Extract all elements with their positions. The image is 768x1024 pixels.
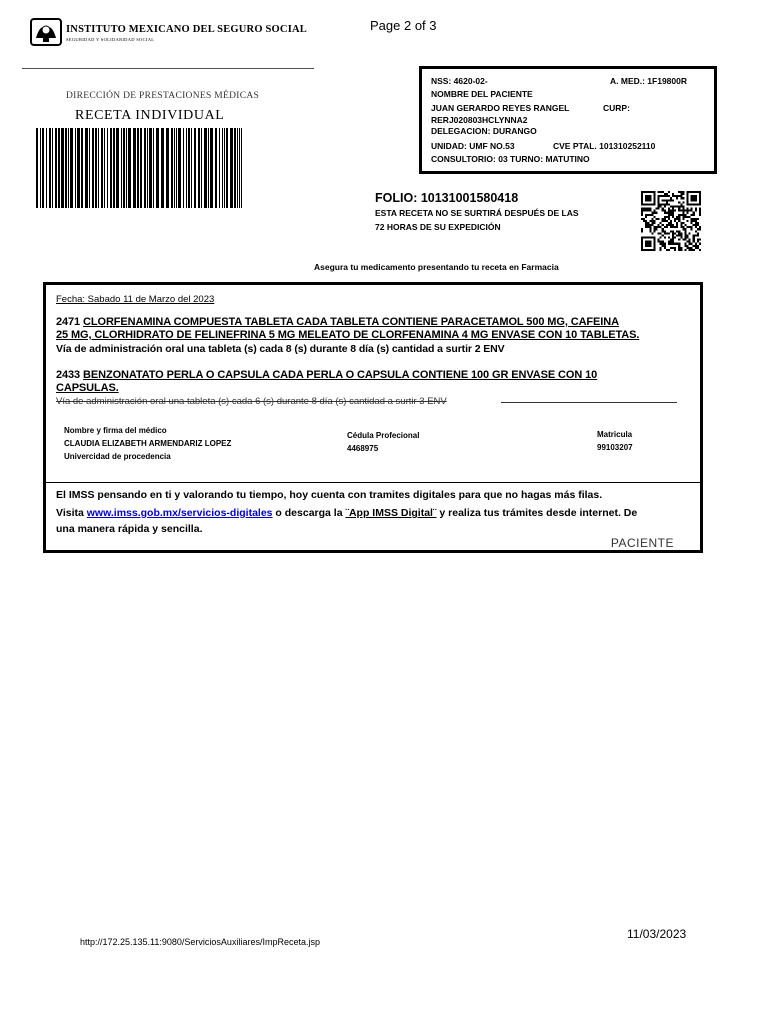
med-2-dosage: Vía de administración oral una tableta (s) cada 6 (s) durante 8 día (s) cantidad a surtir 3 ENV (56, 396, 447, 407)
barcode-icon (36, 128, 244, 208)
org-name: INSTITUTO MEXICANO DEL SEGURO SOCIAL (66, 24, 307, 35)
promo-line3: una manera rápida y sencilla. (56, 523, 203, 535)
patient-name-label: NOMBRE DEL PACIENTE (431, 89, 533, 99)
prescription-date: Fecha: Sabado 11 de Marzo del 2023 (56, 294, 215, 305)
doctor-name: CLAUDIA ELIZABETH ARMENDARIZ LOPEZ (64, 439, 232, 448)
qr-code-icon (641, 191, 701, 251)
unidad: UNIDAD: UMF NO.53 (431, 141, 515, 151)
strike-line (501, 402, 677, 403)
imss-eagle-logo-icon (30, 18, 62, 46)
doctor-name-label: Nombre y firma del médico (64, 426, 167, 435)
pharmacy-instruction: Asegura tu medicamento presentando tu receta en Farmacia (314, 262, 559, 272)
promo-middle: o descarga la (272, 507, 346, 519)
promo-suffix: y realiza tus trámites desde internet. De (436, 507, 638, 519)
footer-url: http://172.25.135.11:9080/ServiciosAuxiliares/ImpReceta.jsp (80, 937, 320, 947)
a-med: A. MED.: 1F19800R (610, 76, 687, 86)
document-title: RECETA INDIVIDUAL (75, 108, 225, 123)
med-2-desc-2: CAPSULAS. (56, 382, 119, 394)
page-indicator: Page 2 of 3 (370, 18, 437, 33)
org-subtitle: SEGURIDAD Y SOLIDARIDAD SOCIAL (66, 37, 155, 42)
promo-line1: El IMSS pensando en ti y valorando tu tiempo, hoy cuenta con tramites digitales para que no hagas más filas. (56, 489, 603, 501)
consultorio: CONSULTORIO: 03 TURNO: MATUTINO (431, 154, 590, 164)
cedula-value: 4468975 (347, 444, 379, 453)
med-1-line1 (56, 316, 619, 328)
med-2-line1 (56, 369, 597, 381)
delegacion: DELEGACION: DURANGO (431, 126, 537, 136)
promo-line2 (56, 507, 637, 519)
university-label: Univercidad de procedencia (64, 452, 171, 461)
folio-number: FOLIO: 10131001580418 (375, 191, 519, 205)
imss-services-link[interactable]: www.imss.gob.mx/servicios-digitales (86, 507, 273, 519)
med-1-desc-2: 25 MG, CLORHIDRATO DE FELINEFRINA 5 MG MELEATO DE CLORFENAMINA 4 MG ENVASE CON 10 TABLETAS. (56, 329, 640, 341)
cedula-label: Cédula Profecional (347, 431, 420, 440)
patient-info-box (419, 66, 717, 174)
direction-label: DIRECCIÓN DE PRESTACIONES MÉDICAS (66, 91, 260, 101)
patient-name: JUAN GERARDO REYES RANGEL (431, 103, 570, 113)
med-2-desc-1: BENZONATATO PERLA O CAPSULA CADA PERLA O CAPSULA CONTIENE 100 GR ENVASE CON 10 (83, 369, 598, 381)
curp-value: RERJ020803HCLYNNA2 (431, 115, 528, 125)
promo-divider (46, 482, 700, 483)
footer-date: 11/03/2023 (627, 927, 687, 941)
promo-visit: Visita (56, 507, 87, 519)
app-imss-digital: ¨App IMSS Digital¨ (345, 507, 437, 519)
cve-ptal: CVE PTAL. 101310252110 (553, 141, 656, 151)
matricula-value: 99103207 (597, 443, 633, 452)
folio-note-line1: ESTA RECETA NO SE SURTIRÁ DESPUÉS DE LAS (375, 208, 579, 218)
folio-note-line2: 72 HORAS DE SU EXPEDICIÓN (375, 222, 501, 232)
med-2-code: 2433 (56, 369, 81, 381)
header-divider (22, 68, 314, 69)
med-1-dosage: Vía de administración oral una tableta (s) cada 8 (s) durante 8 día (s) cantidad a surtir 2 ENV (56, 343, 505, 355)
copy-label: PACIENTE (610, 536, 674, 550)
nss: NSS: 4620-02- (431, 76, 488, 86)
med-1-code: 2471 (56, 316, 81, 328)
prescription-box (43, 282, 703, 553)
matricula-label: Matricula (597, 430, 633, 439)
med-1-desc-1: CLORFENAMINA COMPUESTA TABLETA CADA TABLETA CONTIENE PARACETAMOL 500 MG, CAFEINA (83, 316, 619, 328)
curp-label: CURP: (603, 103, 630, 113)
